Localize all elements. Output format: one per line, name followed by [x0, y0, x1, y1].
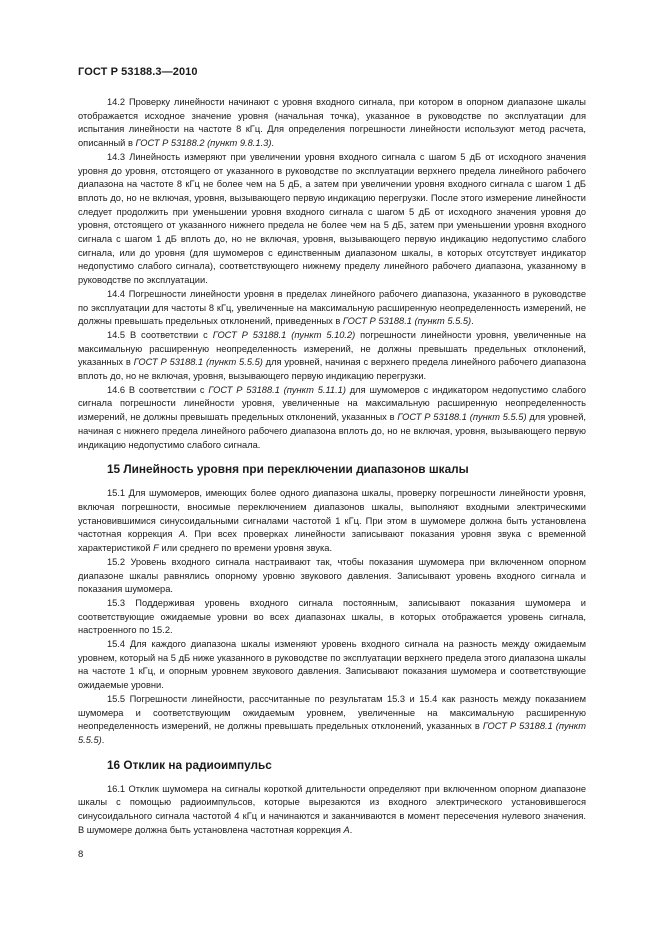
reference-text: ГОСТ Р 53188.1 (пункт 5.10.2): [212, 329, 356, 340]
reference-text: ГОСТ Р 53188.1 (пункт 5.5.5): [133, 357, 263, 368]
paragraph-text: 15.1 Для шумомеров, имеющих более одного диапазона шкалы, проверку погрешности линейности уровня, включая погрешности, вносимые переключением диапазонов шкалы, выполняют входными электрическими установившимися синусоидальными сигналами частотой 1 кГц. При этом в шумомере должна быть установлена частотная коррекция: [78, 488, 586, 540]
paragraph-text: 15.4 Для каждого диапазона шкалы изменяют уровень входного сигнала на разность между ожидаемым уровнем, который на 5 дБ ниже указанного в руководстве по эксплуатации верхнего предела этого диапазона шкалы на частоте 1 кГц, и опорным уровнем звукового давления. Записывают показания шумомера и соответствующие ожидаемые уровни.: [78, 639, 586, 691]
paragraph-text: 14.3 Линейность измеряют при увеличении уровня входного сигнала с шагом 5 дБ от исходного значения уровня до уровня, отстоящего от указанного в руководстве по эксплуатации верхнего предела линейного рабочего диапазона на частоте 8 кГц не более чем на 5 дБ, а затем при увеличении уровня входного сигнала с шагом 1 дБ вплоть до, но не включая, уровня, вызывающего первую индикацию перегрузки. После этого измерение линейности следует продолжить при уменьшении уровня входного сигнала с шагом 5 дБ от исходного значения уровня до уровня, отстоящего от указанного нижнего предела не более чем на 5 дБ, затем при уменьшении уровня входного сигнала с шагом 1 дБ вплоть до, но не включая, уровня, вызывающего первую индикацию недопустимо слабого сигнала, или до уровня (для шумомеров с единственным диапазоном шкалы, в которых отсутствует индикатор недопустимо слабого сигнала), соответствующего нижнему пределу линейного рабочего диапазона, указанному в руководстве по эксплуатации.: [78, 151, 586, 286]
page-number: 8: [78, 849, 84, 860]
document-body: [78, 96, 586, 837]
paragraph-text: 14.2 Проверку линейности начинают с уровня входного сигнала, при котором в опорном диапазоне шкалы отображается исходное значение уровня (начальная точка), указанное в руководстве по эксплуатации для испытания линейности на частоте 8 кГц. Для определения погрешности линейности используют метод расчета, описанный в: [78, 97, 586, 149]
paragraph-text: 14.5 В соответствии с: [107, 329, 213, 340]
reference-text: F: [153, 543, 159, 554]
paragraph-text: погрешности линейности уровня, увеличенные на максимальную расширенную неопределенность измерений, не должны превышать предельных отклонений, указанных в: [78, 329, 586, 368]
paragraph: [78, 151, 586, 288]
reference-text: ГОСТ Р 53188.1 (пункт 5.5.5): [342, 316, 472, 327]
paragraph-text: 15.5 Погрешности линейности, рассчитанные по результатам 15.3 и 15.4 как разность между показанием шумомера и соответствующим ожидаемым уровнем, увеличенные на максимальную расширенную неопределенность измерений, не должны превышать предельных отклонений, указанных в: [78, 693, 586, 732]
document-header: ГОСТ Р 53188.3—2010: [78, 66, 198, 78]
paragraph: [78, 487, 586, 556]
paragraph-text: или среднего по времени уровня звука.: [158, 543, 333, 554]
reference-text: ГОСТ Р 53188.1 (пункт 5.5.5): [397, 412, 527, 423]
paragraph-text: . При всех проверках линейности записывают показания уровня звука с временной характеристикой: [78, 529, 586, 554]
reference-text: А: [343, 824, 350, 835]
section-heading: [78, 758, 586, 773]
paragraph-text: .: [349, 824, 353, 835]
reference-text: ГОСТ Р 53188.1 (пункт 5.5.5): [78, 721, 586, 745]
reference-text: ГОСТ Р 53188.1 (пункт 5.11.1): [208, 384, 346, 395]
paragraph: [78, 96, 586, 151]
paragraph: [78, 288, 586, 329]
reference-text: ГОСТ Р 53188.2 (пункт 9.8.1.3): [135, 138, 272, 149]
paragraph-text: 16 Отклик на радиоимпульс: [107, 757, 272, 772]
paragraph-text: 15.2 Уровень входного сигнала настраивают так, чтобы показания шумомера при включенном опорном диапазоне шкалы равнялись опорному уровню звукового давления. Записывают уровень входного сигнала и показания шумомера.: [78, 556, 586, 595]
paragraph: [78, 638, 586, 693]
paragraph: [78, 693, 586, 748]
reference-text: А: [178, 529, 186, 540]
paragraph-text: 14.4 Погрешности линейности уровня в пределах линейного рабочего диапазона, указанного в руководстве по эксплуатации для частоты 8 кГц, увеличенные на максимальную расширенную неопределенность измерений, не должны превышать предельных отклонений, приведенных в: [78, 288, 586, 327]
paragraph-text: для шумомеров с индикатором недопустимо слабого сигнала погрешности линейности уровня, увеличенные на максимальную расширенную неопределенность измерений, не должны превышать предельных отклонений, указанных в: [78, 384, 586, 423]
paragraph: [78, 329, 586, 384]
paragraph: [78, 597, 586, 638]
paragraph: [78, 556, 586, 597]
paragraph-text: 15.3 Поддерживая уровень входного сигнала постоянным, записывают показания шумомера и соответствующие ожидаемые уровни во всех диапазонах шкалы, в которых отображается уровень сигнала, настроенного по 15.2.: [78, 597, 586, 636]
paragraph-text: 15 Линейность уровня при переключении диапазонов шкалы: [107, 462, 469, 477]
paragraph: [78, 783, 586, 838]
paragraph-text: для уровней, начиная с верхнего предела линейного рабочего диапазона вплоть до, но не включая, уровня, вызывающего первую индикацию перегрузки.: [78, 357, 586, 382]
section-heading: [78, 462, 586, 477]
paragraph-text: 14.6 В соответствии с: [107, 384, 209, 395]
paragraph-text: .: [271, 138, 275, 149]
paragraph: [78, 384, 586, 453]
paragraph-text: 16.1 Отклик шумомера на сигналы короткой длительности определяют при включенном опорном диапазоне шкалы с помощью радиоимпульсов, которые вырезаются из входного электрического установившегося синусоидального сигнала частотой 4 кГц и начинаются и заканчиваются в момент пересечения нулевого значения. В шумомере должна быть установлена частотная коррекция: [78, 783, 586, 835]
paragraph-text: .: [101, 734, 105, 745]
paragraph-text: для уровней, начиная с нижнего предела линейного рабочего диапазона вплоть до, но не включая, уровня, вызывающего первую индикацию недопустимо слабого сигнала.: [78, 412, 586, 450]
paragraph-text: .: [471, 316, 474, 327]
